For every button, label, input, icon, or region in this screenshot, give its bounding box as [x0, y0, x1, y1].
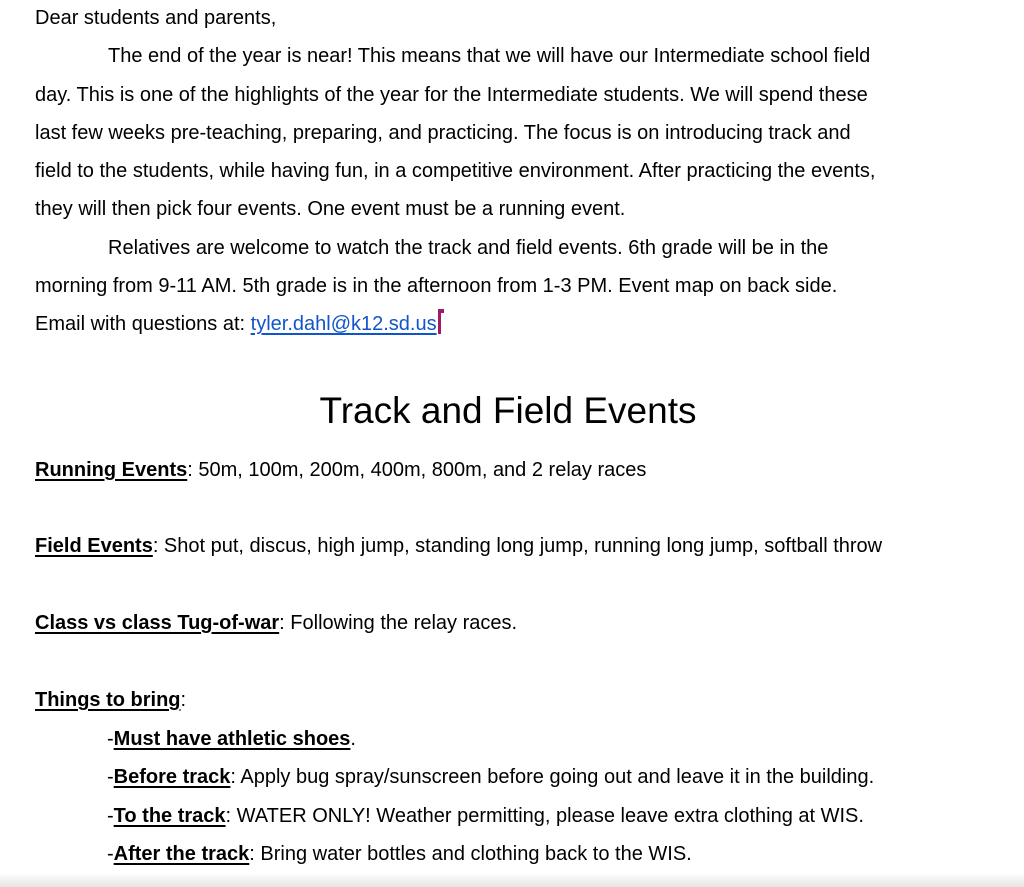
field-events-line [35, 527, 1015, 565]
email-prefix: Email with questions at: [35, 313, 251, 336]
item-label: To the track [113, 804, 226, 827]
paragraph1-line5: they will then pick four events. One event must be a running event. [35, 198, 626, 221]
item-label: After the track [113, 842, 250, 865]
things-to-bring-line [35, 681, 1015, 719]
tug-of-war-label: Class vs class Tug-of-war [35, 612, 280, 634]
item-label: Must have athletic shoes [113, 728, 351, 750]
running-events-label: Running Events [35, 459, 188, 481]
field-events-label: Field Events [35, 535, 153, 557]
list-item [107, 797, 874, 835]
email-link[interactable]: tyler.dahl@k12.sd.us [250, 313, 437, 336]
greeting: Dear students and parents, [35, 7, 277, 29]
item-text: : Apply bug spray/sunscreen before going out and leave it in the building. [230, 766, 875, 789]
list-item [107, 835, 874, 873]
paragraph1-line1: The end of the year is near! This means that we will have our Intermediate school field [108, 45, 871, 68]
list-item [107, 758, 874, 796]
tug-of-war-line [35, 604, 1015, 642]
page-bottom-shadow [0, 873, 1024, 887]
section-title: Track and Field Events [319, 390, 697, 431]
item-label: Before track [113, 766, 231, 789]
text-cursor [438, 310, 441, 334]
things-to-bring-label: Things to bring [35, 689, 181, 711]
field-events-text: : Shot put, discus, high jump, standing long jump, running long jump, softball throw [152, 535, 883, 557]
item-text: : Bring water bottles and clothing back to the WIS. [249, 842, 692, 865]
paragraph2-line1: Relatives are welcome to watch the track and field events. 6th grade will be in the [108, 236, 829, 259]
letter-body [35, 0, 1010, 344]
item-dash: - [107, 842, 114, 865]
item-text: : WATER ONLY! Weather permitting, please leave extra clothing at WIS. [225, 804, 864, 827]
tug-of-war-text: : Following the relay races. [279, 612, 518, 634]
running-events-line [35, 451, 1015, 489]
things-to-bring-suffix: : [180, 689, 187, 711]
paragraph1-line4: field to the students, while having fun, in a competitive environment. After practicing the events, [35, 160, 876, 183]
paragraph2-line2: morning from 9-11 AM. 5th grade is in the afternoon from 1-3 PM. Event map on back side. [35, 275, 838, 298]
paragraph1-line3: last few weeks pre-teaching, preparing, and practicing. The focus is on introducing track and [35, 121, 851, 144]
item-dash: - [107, 804, 114, 827]
email-line [35, 305, 1010, 343]
list-item [107, 720, 874, 758]
running-events-text: : 50m, 100m, 200m, 400m, 800m, and 2 relay races [187, 459, 647, 481]
bring-list [107, 720, 874, 873]
item-dash: - [107, 728, 114, 750]
item-text: . [350, 728, 356, 750]
item-dash: - [107, 766, 114, 789]
paragraph1-line2: day. This is one of the highlights of the year for the Intermediate students. We will spend these [35, 83, 868, 106]
